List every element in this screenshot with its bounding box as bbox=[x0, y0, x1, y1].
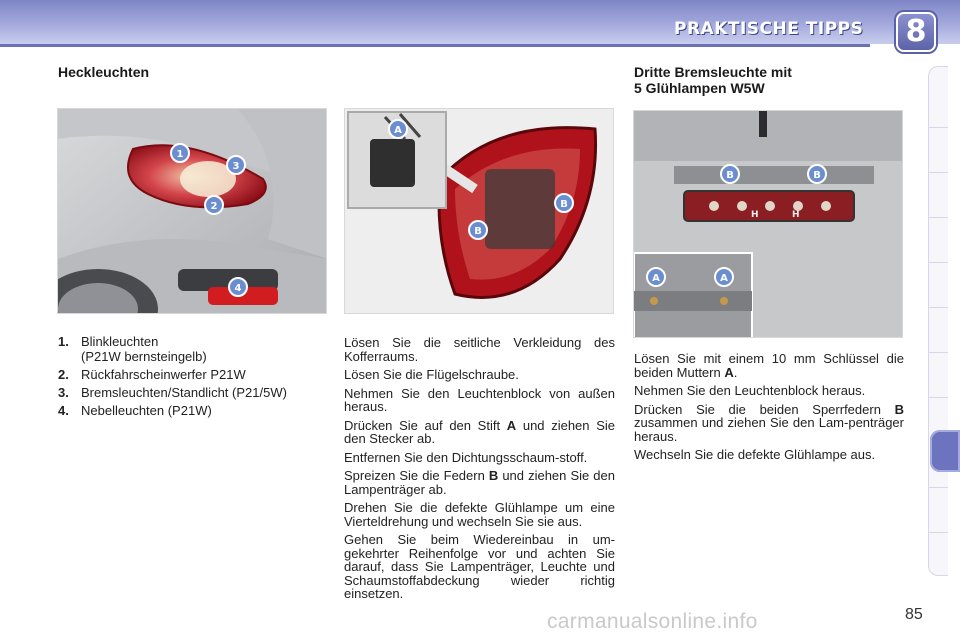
step-text: Entfernen Sie den Dichtungsschaum-stoff. bbox=[344, 449, 588, 465]
step-text: Lösen Sie die seitliche Verkleidung des Kofferraums. bbox=[344, 335, 615, 364]
callout-b-lower: B bbox=[474, 226, 482, 237]
callout-a-right: A bbox=[720, 273, 728, 284]
legend-item: 3. Bremsleuchten/Standlicht (P21/5W) bbox=[58, 385, 287, 400]
third-brake-light-photo bbox=[633, 110, 903, 338]
step-text: Wechseln Sie die defekte Glühlampe aus. bbox=[634, 447, 876, 462]
legend-item: 2. Rückfahrscheinwerfer P21W bbox=[58, 367, 246, 382]
callout-1: 1 bbox=[176, 149, 184, 160]
callout-b-upper: B bbox=[560, 199, 568, 210]
step-text: Nehmen Sie den Leuchtenblock von außen heraus. bbox=[344, 385, 615, 414]
callout-3: 3 bbox=[232, 161, 240, 172]
header-underline bbox=[0, 44, 870, 47]
chapter-tab-strip bbox=[928, 66, 948, 576]
taillight-instructions bbox=[344, 336, 615, 606]
callout-4: 4 bbox=[234, 283, 242, 294]
brake-light-instructions bbox=[634, 352, 904, 467]
step-text: Nehmen Sie den Leuchtenblock heraus. bbox=[634, 383, 866, 398]
step-text: Lösen Sie mit einem 10 mm Schlüssel die beiden Muttern A. bbox=[634, 351, 904, 380]
chapter-number-badge[interactable]: 8 bbox=[896, 12, 936, 52]
watermark: carmanualsonline.info bbox=[547, 610, 758, 633]
section-title-heckleuchten: Heckleuchten bbox=[58, 64, 150, 80]
step-text: Drücken Sie auf den Stift A und ziehen Sie den Stecker ab. bbox=[344, 417, 615, 446]
label-h-left: H bbox=[751, 210, 759, 220]
section-title-bremsleuchte: Dritte Bremsleuchte mit 5 Glühlampen W5W bbox=[634, 64, 792, 96]
step-text: Drehen Sie die defekte Glühlampe um eine Vierteldrehung und wechseln Sie sie aus. bbox=[344, 500, 615, 529]
page-number: 85 bbox=[905, 606, 923, 623]
rear-car-photo bbox=[57, 108, 327, 314]
chapter-title: PRAKTISCHE TIPPS bbox=[674, 19, 864, 39]
callout-a-left: A bbox=[652, 273, 660, 284]
step-text: Gehen Sie beim Wiedereinbau in um-gekehrter Reihenfolge vor und achten Sie darauf, dass Sie Lampenträger, Leuchte und Schaumstoffabdeckung wieder richtig einsetzen. bbox=[344, 532, 615, 601]
legend-item: 4. Nebelleuchten (P21W) bbox=[58, 403, 212, 418]
step-text: Lösen Sie die Flügelschraube. bbox=[344, 367, 519, 382]
callout-2: 2 bbox=[210, 201, 218, 212]
step-text: Spreizen Sie die Federn B und ziehen Sie den Lampenträger ab. bbox=[344, 468, 615, 497]
bulb-legend bbox=[58, 334, 333, 421]
label-h-right: H bbox=[792, 210, 800, 220]
active-chapter-tab[interactable] bbox=[930, 430, 960, 472]
callout-b-right: B bbox=[813, 170, 821, 181]
callout-b-left: B bbox=[726, 170, 734, 181]
legend-item: 1. Blinkleuchten (P21W bernsteingelb) bbox=[58, 334, 207, 364]
callout-a: A bbox=[394, 125, 402, 136]
step-text: Drücken Sie die beiden Sperrfedern B zusammen und ziehen Sie den Lam-penträger heraus. bbox=[634, 401, 904, 444]
taillight-unit-photo bbox=[344, 108, 614, 314]
